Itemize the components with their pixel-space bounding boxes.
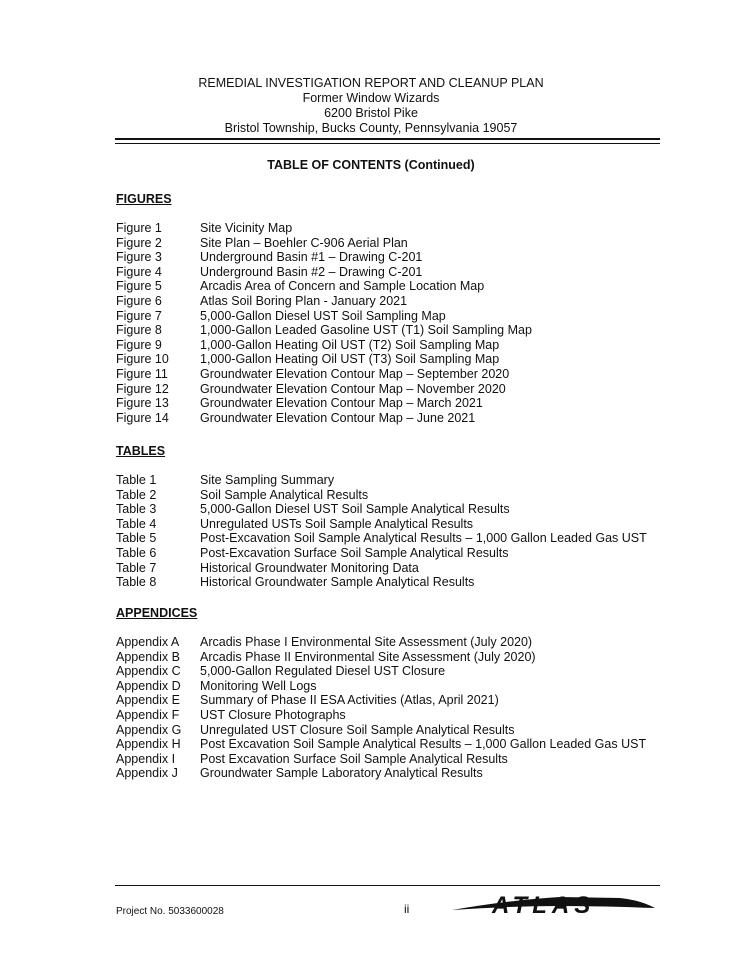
toc-entry-title: Groundwater Elevation Contour Map – September 2020 bbox=[200, 366, 510, 381]
toc-entry bbox=[116, 635, 646, 650]
toc-entry bbox=[116, 546, 647, 561]
toc-entry-title: Historical Groundwater Sample Analytical Results bbox=[200, 575, 475, 590]
toc-entry bbox=[116, 309, 532, 324]
toc-entry-title: Atlas Soil Boring Plan - January 2021 bbox=[200, 293, 408, 308]
toc-entry-title: Groundwater Sample Laboratory Analytical Results bbox=[200, 766, 483, 781]
toc-entry-title: Monitoring Well Logs bbox=[200, 678, 317, 693]
toc-entry-title: Unregulated UST Closure Soil Sample Analytical Results bbox=[200, 722, 515, 737]
toc-entry-label: Table 6 bbox=[116, 545, 157, 560]
appendices-list bbox=[116, 635, 646, 781]
atlas-logo-graphic bbox=[450, 886, 660, 922]
toc-entry bbox=[116, 650, 646, 665]
figures-list bbox=[116, 221, 532, 425]
toc-entry bbox=[116, 708, 646, 723]
toc-entry-title: Post-Excavation Soil Sample Analytical Results – 1,000 Gallon Leaded Gas UST bbox=[200, 531, 647, 546]
toc-entry bbox=[116, 575, 647, 590]
toc-entry-title: Historical Groundwater Monitoring Data bbox=[200, 560, 419, 575]
toc-entry-title: Groundwater Elevation Contour Map – November 2020 bbox=[200, 381, 506, 396]
toc-entry-title: Arcadis Area of Concern and Sample Location Map bbox=[200, 279, 485, 294]
atlas-logo-text: ATLAS bbox=[492, 892, 596, 919]
toc-entry bbox=[116, 752, 646, 767]
toc-entry bbox=[116, 352, 532, 367]
toc-entry-label: Appendix A bbox=[116, 635, 180, 649]
header-rule-thick bbox=[115, 138, 660, 140]
tables-heading: TABLES bbox=[116, 444, 166, 458]
toc-entry-title: 5,000-Gallon Diesel UST Soil Sample Analytical Results bbox=[200, 502, 510, 517]
toc-entry-label: Figure 10 bbox=[116, 352, 169, 367]
toc-entry-title: 5,000-Gallon Regulated Diesel UST Closure bbox=[200, 664, 446, 679]
toc-entry-title: Site Plan – Boehler C-906 Aerial Plan bbox=[200, 235, 408, 250]
report-header bbox=[0, 76, 742, 136]
toc-entry-label: Appendix E bbox=[116, 693, 180, 708]
toc-entry-label: Figure 2 bbox=[116, 235, 162, 250]
toc-entry bbox=[116, 517, 647, 532]
report-title: REMEDIAL INVESTIGATION REPORT AND CLEANUP PLAN bbox=[198, 76, 544, 90]
toc-entry-title: 1,000-Gallon Heating Oil UST (T2) Soil Sampling Map bbox=[200, 337, 500, 352]
figures-heading: FIGURES bbox=[116, 192, 172, 206]
toc-entry-label: Appendix F bbox=[116, 707, 180, 722]
toc-entry-title: 1,000-Gallon Heating Oil UST (T3) Soil Sampling Map bbox=[200, 352, 500, 367]
toc-entry-label: Figure 11 bbox=[116, 366, 168, 381]
toc-entry-label: Appendix H bbox=[116, 737, 181, 752]
toc-entry-label: Figure 9 bbox=[116, 337, 162, 352]
toc-entry-title: Post Excavation Surface Soil Sample Analytical Results bbox=[200, 751, 508, 766]
toc-entry-title: Site Sampling Summary bbox=[200, 473, 335, 487]
toc-entry bbox=[116, 236, 532, 251]
toc-entry bbox=[116, 382, 532, 397]
toc-entry-label: Figure 8 bbox=[116, 323, 162, 338]
toc-entry-title: Groundwater Elevation Contour Map – June 2021 bbox=[200, 410, 476, 425]
toc-entry bbox=[116, 488, 647, 503]
site-location: Bristol Township, Bucks County, Pennsylvania 19057 bbox=[224, 121, 518, 135]
toc-entry-label: Appendix C bbox=[116, 664, 181, 679]
toc-entry bbox=[116, 664, 646, 679]
toc-entry bbox=[116, 679, 646, 694]
toc-entry-label: Table 4 bbox=[116, 516, 157, 531]
toc-entry bbox=[116, 693, 646, 708]
toc-entry-label: Table 3 bbox=[116, 502, 157, 517]
toc-entry bbox=[116, 250, 532, 265]
toc-entry-title: Arcadis Phase II Environmental Site Assessment (July 2020) bbox=[200, 649, 536, 664]
toc-entry-label: Figure 14 bbox=[116, 410, 169, 425]
toc-entry-title: Underground Basin #2 – Drawing C-201 bbox=[200, 264, 423, 279]
toc-entry-title: Site Vicinity Map bbox=[200, 221, 293, 235]
toc-entry-title: Summary of Phase II ESA Activities (Atlas, April 2021) bbox=[200, 693, 499, 708]
tables-list bbox=[116, 473, 647, 590]
toc-entry-title: Soil Sample Analytical Results bbox=[200, 487, 369, 502]
toc-entry-label: Appendix G bbox=[116, 722, 182, 737]
toc-entry bbox=[116, 338, 532, 353]
toc-entry bbox=[116, 323, 532, 338]
toc-entry-label: Figure 12 bbox=[116, 381, 169, 396]
toc-entry bbox=[116, 531, 647, 546]
toc-entry-label: Figure 13 bbox=[116, 396, 169, 411]
toc-entry-label: Figure 6 bbox=[116, 293, 162, 308]
toc-entry-title: Post-Excavation Surface Soil Sample Analytical Results bbox=[200, 545, 509, 560]
header-rule-thin bbox=[115, 143, 660, 144]
toc-entry-label: Table 1 bbox=[116, 473, 157, 487]
toc-entry-title: Groundwater Elevation Contour Map – March 2021 bbox=[200, 396, 483, 411]
toc-entry-title: UST Closure Photographs bbox=[200, 707, 346, 722]
toc-entry bbox=[116, 367, 532, 382]
toc-entry-label: Figure 4 bbox=[116, 264, 162, 279]
toc-entry-label: Table 8 bbox=[116, 575, 157, 590]
toc-entry-label: Appendix B bbox=[116, 649, 180, 664]
toc-title: TABLE OF CONTENTS (Continued) bbox=[267, 158, 475, 172]
toc-entry bbox=[116, 561, 647, 576]
toc-entry-title: 5,000-Gallon Diesel UST Soil Sampling Map bbox=[200, 308, 446, 323]
toc-entry-label: Table 5 bbox=[116, 531, 157, 546]
page-number: ii bbox=[404, 902, 410, 916]
toc-entry bbox=[116, 294, 532, 309]
toc-entry bbox=[116, 766, 646, 781]
toc-entry bbox=[116, 502, 647, 517]
toc-entry-title: 1,000-Gallon Leaded Gasoline UST (T1) Soil Sampling Map bbox=[200, 323, 532, 338]
toc-entry-label: Appendix D bbox=[116, 678, 181, 693]
toc-entry-title: Unregulated USTs Soil Sample Analytical Results bbox=[200, 516, 474, 531]
toc-entry-label: Figure 7 bbox=[116, 308, 162, 323]
toc-entry bbox=[116, 473, 647, 488]
toc-entry-label: Table 7 bbox=[116, 560, 157, 575]
toc-entry-title: Post Excavation Soil Sample Analytical Results – 1,000 Gallon Leaded Gas UST bbox=[200, 737, 647, 752]
project-number: Project No. 5033600028 bbox=[116, 906, 224, 917]
toc-entry-title: Underground Basin #1 – Drawing C-201 bbox=[200, 250, 423, 265]
toc-entry bbox=[116, 723, 646, 738]
toc-entry-label: Figure 1 bbox=[116, 221, 162, 235]
site-address: 6200 Bristol Pike bbox=[324, 106, 418, 120]
toc-entry-label: Figure 5 bbox=[116, 279, 162, 294]
toc-entry bbox=[116, 411, 532, 426]
appendices-heading: APPENDICES bbox=[116, 606, 198, 620]
toc-entry bbox=[116, 221, 532, 236]
toc-entry bbox=[116, 737, 646, 752]
toc-entry-title: Arcadis Phase I Environmental Site Assessment (July 2020) bbox=[200, 635, 533, 649]
site-name: Former Window Wizards bbox=[302, 91, 440, 105]
atlas-logo bbox=[450, 886, 660, 927]
toc-entry-label: Appendix I bbox=[116, 751, 176, 766]
toc-entry-label: Figure 3 bbox=[116, 250, 162, 265]
toc-entry bbox=[116, 396, 532, 411]
toc-entry bbox=[116, 265, 532, 280]
toc-entry-label: Table 2 bbox=[116, 487, 157, 502]
toc-entry bbox=[116, 279, 532, 294]
toc-entry-label: Appendix J bbox=[116, 766, 178, 781]
